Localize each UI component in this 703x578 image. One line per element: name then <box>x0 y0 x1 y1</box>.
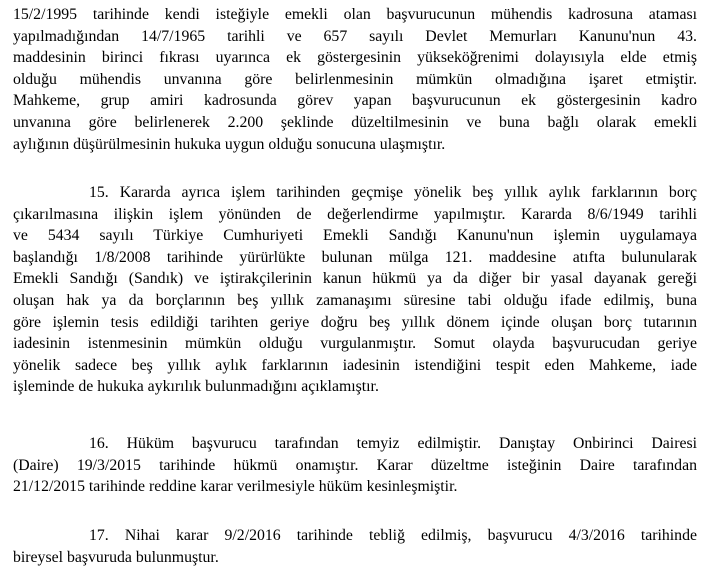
text-line: 15. Kararda ayrıca işlem tarihinden geçmişe yönelik beş yıllık aylık farklarının borç <box>89 184 697 201</box>
text-line: Emekli Sandığı (Sandık) ve iştirakçilerinin kanun hükmü ya da diğer bir yasal dayanak gereği <box>13 270 697 288</box>
text-line: ve 5434 sayılı Türkiye Cumhuriyeti Emekli Sandığı Kanunu'nun işlemin uygulamaya <box>13 227 697 245</box>
text-line: olduğu mühendis unvanına göre belirlenmesinin mümkün olmadığına işaret etmiştir. <box>13 70 697 88</box>
paragraph-14-continued <box>13 4 697 155</box>
paragraph-16 <box>13 433 697 498</box>
text-line: iadesinin istenmesinin mümkün olduğu vurgulanmıştır. Somut olayda başvurucudan geriye <box>13 335 697 353</box>
paragraph-15 <box>13 182 697 398</box>
text-line: 21/12/2015 tarihinde reddine karar verilmesiyle hüküm kesinleşmiştir. <box>13 478 458 496</box>
text-line: yapılmadığından 14/7/1965 tarihli ve 657 sayılı Devlet Memurları Kanunu'nun 43. <box>13 27 697 45</box>
text-line: göre işlemin tesis edildiği tarihten geriye doğru beş yıllık dönem içinde oluşan borç tutarının <box>13 313 697 331</box>
text-line: 17. Nihai karar 9/2/2016 tarihinde tebliğ edilmiş, başvurucu 4/3/2016 tarihinde <box>89 527 697 544</box>
paragraph-17 <box>13 525 697 568</box>
text-line: maddesinin birinci fıkrası uyarınca ek göstergesinin yükseköğrenimi dolayısıyla elde etmiş <box>13 49 697 67</box>
text-line: oluşan hak ya da borçlarının beş yıllık zamanaşımı süresine tabi olduğu ifade edilmiş, buna <box>13 291 697 309</box>
text-line: başlandığı 1/8/2008 tarihinde yürürlükte bulunan mülga 121. maddesine atıfta bulunularak <box>13 248 697 266</box>
text-line: yönelik sadece beş yıllık aylık farklarının iadesinin istendiğini tespit eden Mahkeme, iade <box>13 356 697 374</box>
text-line: işleminde de hukuka aykırılık bulunmadığını açıklamıştır. <box>13 378 379 396</box>
text-line: (Daire) 19/3/2015 tarihinde hükmü onamıştır. Karar düzeltme isteğinin Daire tarafından <box>13 456 697 474</box>
text-line: Mahkeme, grup amiri kadrosunda görev yapan başvurucunun ek göstergesinin kadro <box>13 92 697 110</box>
text-line: 16. Hüküm başvurucu tarafından temyiz edilmiştir. Danıştay Onbirinci Dairesi <box>89 435 697 452</box>
text-line: aylığının düşürülmesinin hukuka uygun olduğu sonucuna ulaşmıştır. <box>13 135 446 153</box>
text-line: 15/2/1995 tarihinde kendi isteğiyle emekli olan başvurucunun mühendis kadrosuna ataması <box>13 6 697 23</box>
text-line: çıkarılmasına ilişkin işlem yönünden de değerlendirme yapılmıştır. Kararda 8/6/1949 tarihli <box>13 205 697 223</box>
text-line: unvanına göre belirlenerek 2.200 şeklinde düzeltilmesinin ve buna bağlı olarak emekli <box>13 113 697 131</box>
text-line: bireysel başvuruda bulunmuştur. <box>13 548 219 566</box>
